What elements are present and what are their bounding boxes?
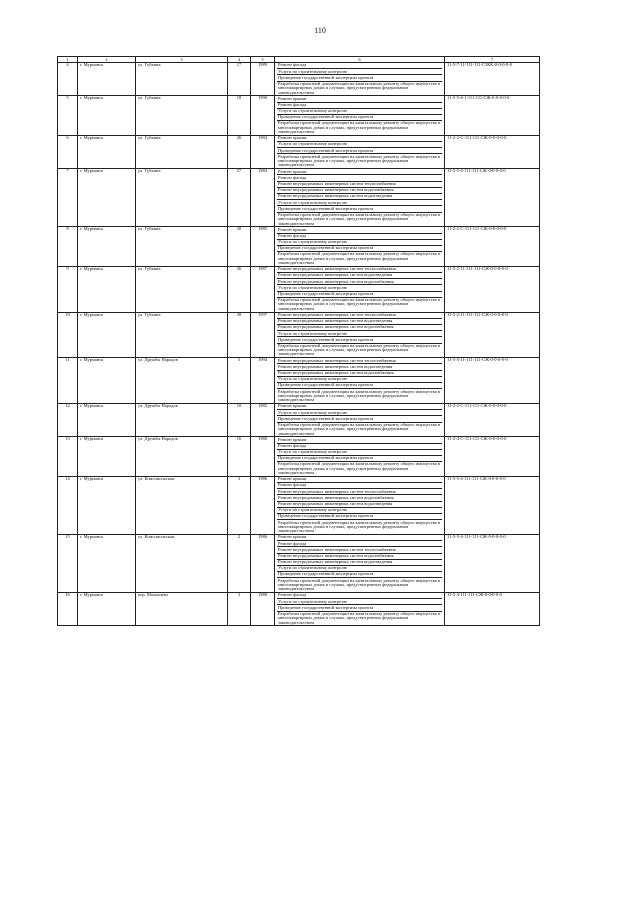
work-item: Разработка проектной документации на капитальному ремонту общего имущества в многоквартирных домах в случаях, предусмотренных федеральным законодательством xyxy=(278,577,440,592)
work-item: Услуги по строительному контролю xyxy=(277,599,442,605)
house-number-cell: 3 xyxy=(228,476,251,534)
street-cell: ул. Губкина xyxy=(136,266,228,312)
row-number: 8 xyxy=(58,227,78,267)
table-row xyxy=(58,227,540,267)
work-item: Разработка проектной документации на капитальному ремонту общего имущества в многоквартирных домах в случаях, предусмотренных федеральным законодательством xyxy=(278,611,440,625)
work-item: Услуги по строительному контролю xyxy=(277,240,442,246)
work-item: Разработка проектной документации на капитальному ремонту общего имущества в многоквартирных домах в случаях, предусмотренных федеральным законодательством xyxy=(278,120,440,135)
work-item: Проведение государственной экспертизы проекта xyxy=(277,292,442,298)
work-item: Разработка проектной документации на капитальному ремонту общего имущества в многоквартирных домах в случаях, предусмотренных федеральным законодательством xyxy=(278,251,440,266)
code-cell: 11-5-4-111-111-СЖ-0-0-0-0-0 xyxy=(445,593,540,626)
work-item: Ремонт крыши xyxy=(277,535,442,541)
column-header-3: 3 xyxy=(136,57,228,63)
work-item: Ремонт внутридомовых инженерных систем водоснабжения xyxy=(277,554,442,560)
column-header-2: 2 xyxy=(78,57,136,63)
house-number-cell: 17 xyxy=(228,63,251,96)
table-row xyxy=(58,534,540,592)
code-cell: 11-5-5-11-111-111-СЖ-0-0-0-0-0 xyxy=(445,358,540,404)
row-number: 16 xyxy=(58,593,78,626)
row-number: 12 xyxy=(58,404,78,437)
work-item: Ремонт внутридомовых инженерных систем теплоснабжения xyxy=(277,313,442,319)
code-cell: 11-5-2-11-111-111-СЖ-0-0-0-0-0 xyxy=(445,312,540,358)
work-item: Проведение государственной экспертизы проекта xyxy=(277,148,442,154)
city-cell: г. Мурманск xyxy=(78,437,136,477)
code-cell: 11-5-5-4-111-111-СЖ-0-0-0-0-0 xyxy=(445,169,540,227)
work-item: Разработка проектной документации на капитальному ремонту общего имущества в многоквартирных домах в случаях, предусмотренных федеральным законодательством xyxy=(278,153,440,168)
work-item: Ремонт фасада xyxy=(277,541,442,547)
city-cell: г. Мурманск xyxy=(78,476,136,534)
work-item: Услуги по строительному контролю xyxy=(277,331,442,337)
work-item: Услуги по строительному контролю xyxy=(277,109,442,115)
work-item: Ремонт внутридомовых инженерных систем водоотведения xyxy=(277,319,442,325)
year-cell: 1985 xyxy=(251,227,275,267)
works-cell xyxy=(275,358,445,404)
work-item: Ремонт фасада xyxy=(277,63,442,69)
column-header-5: 5 xyxy=(251,57,275,63)
city-cell: г. Мурманск xyxy=(78,534,136,592)
work-item: Проведение государственной экспертизы проекта xyxy=(277,514,442,520)
city-cell: г. Мурманск xyxy=(78,404,136,437)
city-cell: г. Мурманск xyxy=(78,63,136,96)
work-item: Ремонт фасада xyxy=(277,103,442,109)
house-number-cell: 3 xyxy=(228,593,251,626)
house-number-cell: 2 xyxy=(228,534,251,592)
code-cell: 11-5-5-4-1-111-111-СЖ-0-0-0-0-0 xyxy=(445,96,540,136)
code-cell: 11-5-5-4-111-111-СЖ-0-0-0-0-0 xyxy=(445,534,540,592)
work-item: Проведение государственной экспертизы проекта xyxy=(277,206,442,212)
row-number: 10 xyxy=(58,312,78,358)
works-cell xyxy=(275,266,445,312)
table-row xyxy=(58,169,540,227)
work-item: Услуги по строительному контролю xyxy=(277,410,442,416)
row-number: 4 xyxy=(58,63,78,96)
year-cell: 1986 xyxy=(251,534,275,592)
work-item: Ремонт внутридомовых инженерных систем водоотведения xyxy=(277,194,442,200)
city-cell: г. Мурманск xyxy=(78,227,136,267)
column-header-6: 6 xyxy=(275,57,445,63)
work-item: Ремонт крыши xyxy=(277,404,442,410)
work-item: Ремонт внутридомовых инженерных систем водоснабжения xyxy=(277,325,442,331)
house-number-cell: 26 xyxy=(228,135,251,168)
table-row xyxy=(58,266,540,312)
code-cell: 11-2-2-С-111-111-СЖ-0-0-0-0-0 xyxy=(445,135,540,168)
work-item: Ремонт крыши xyxy=(277,169,442,175)
work-item: Ремонт крыши xyxy=(277,477,442,483)
work-item: Ремонт фасада xyxy=(277,175,442,181)
code-cell: 11-5-5-4-111-111-СЖ-0-0-0-0-0 xyxy=(445,476,540,534)
work-item: Ремонт внутридомовых инженерных систем теплоснабжения xyxy=(277,267,442,273)
house-number-cell: 5 xyxy=(228,358,251,404)
street-cell: ул. Комсомольская xyxy=(136,476,228,534)
work-item: Услуги по строительному контролю xyxy=(277,285,442,291)
code-cell: 11-5-2-11-111-111-СЖ-0-0-0-0-0 xyxy=(445,266,540,312)
work-item: Услуги по строительному контролю xyxy=(277,566,442,572)
table-row xyxy=(58,437,540,477)
work-item: Ремонт внутридомовых инженерных систем водоотведения xyxy=(277,560,442,566)
code-cell: 11-5-7-11-111-111-С3КК-0-0-0-0-0 xyxy=(445,63,540,96)
work-item: Ремонт внутридомовых инженерных систем водоснабжения xyxy=(277,188,442,194)
work-item: Ремонт внутридомовых инженерных систем водоотведения xyxy=(277,273,442,279)
city-cell: г. Мурманск xyxy=(78,169,136,227)
street-cell: ул. Губкина xyxy=(136,312,228,358)
house-number-cell: 27 xyxy=(228,169,251,227)
works-cell xyxy=(275,96,445,136)
work-item: Проведение государственной экспертизы проекта xyxy=(277,456,442,462)
street-cell: ул. Дружбы Народов xyxy=(136,437,228,477)
work-item: Разработка проектной документации на капитальному ремонту общего имущества в многоквартирных домах в случаях, предусмотренных федеральным законодательством xyxy=(278,421,440,436)
column-header-7: 7 xyxy=(445,57,540,63)
year-cell: 1985 xyxy=(251,404,275,437)
work-item: Разработка проектной документации на капитальному ремонту общего имущества в многоквартирных домах в случаях, предусмотренных федеральным законодательством xyxy=(278,297,440,311)
year-cell: 1997 xyxy=(251,312,275,358)
street-cell: ул. Губкина xyxy=(136,227,228,267)
street-cell: ул. Губкина xyxy=(136,169,228,227)
work-item: Ремонт внутридомовых инженерных систем теплоснабжения xyxy=(277,182,442,188)
house-number-cell: 10 xyxy=(228,404,251,437)
work-item: Ремонт фасада xyxy=(277,593,442,599)
house-number-cell: 38 xyxy=(228,312,251,358)
street-cell: пер. Малышева xyxy=(136,593,228,626)
row-number: 13 xyxy=(58,437,78,477)
work-item: Ремонт внутридомовых инженерных систем водоотведения xyxy=(277,502,442,508)
works-cell xyxy=(275,476,445,534)
code-cell: 11-2-2-С-111-111-СЖ-0-0-0-0-0 xyxy=(445,404,540,437)
row-number: 15 xyxy=(58,534,78,592)
work-item: Проведение государственной экспертизы проекта xyxy=(277,246,442,252)
works-cell xyxy=(275,169,445,227)
work-item: Ремонт внутридомовых инженерных систем водоснабжения xyxy=(277,495,442,501)
street-cell: ул. Комсомольская xyxy=(136,534,228,592)
city-cell: г. Мурманск xyxy=(78,593,136,626)
row-number: 5 xyxy=(58,96,78,136)
work-item: Проведение государственной экспертизы проекта xyxy=(277,572,442,578)
work-item: Проведение государственной экспертизы проекта xyxy=(277,337,442,343)
work-item: Разработка проектной документации на капитальному ремонту общего имущества в многоквартирных домах в случаях, предусмотренных федеральным законодательством xyxy=(278,461,440,476)
house-number-cell: 36 xyxy=(228,266,251,312)
work-item: Услуги по строительному контролю xyxy=(277,508,442,514)
city-cell: г. Мурманск xyxy=(78,96,136,136)
house-number-cell: 30 xyxy=(228,227,251,267)
city-cell: г. Мурманск xyxy=(78,312,136,358)
works-cell xyxy=(275,63,445,96)
street-cell: ул. Дружбы Народов xyxy=(136,358,228,404)
work-item: Ремонт внутридомовых инженерных систем теплоснабжения xyxy=(277,489,442,495)
work-item: Ремонт крыши xyxy=(277,136,442,142)
work-item: Услуги по строительному контролю xyxy=(277,200,442,206)
table-row xyxy=(58,96,540,136)
works-register-table xyxy=(57,56,540,626)
work-item: Ремонт внутридомовых инженерных систем теплоснабжения xyxy=(277,358,442,364)
year-cell: 1994 xyxy=(251,358,275,404)
work-item: Разработка проектной документации на капитальному ремонту общего имущества в многоквартирных домах в случаях, предусмотренных федеральным законодательством xyxy=(278,211,440,226)
column-header-1: 1 xyxy=(58,57,78,63)
work-item: Разработка проектной документации на капитальному ремонту общего имущества в многоквартирных домах в случаях, предусмотренных федеральным законодательством xyxy=(278,342,440,357)
city-cell: г. Мурманск xyxy=(78,358,136,404)
street-cell: ул. Дружбы Народов xyxy=(136,404,228,437)
street-cell: ул. Губкина xyxy=(136,135,228,168)
year-cell: 1984 xyxy=(251,169,275,227)
works-cell xyxy=(275,404,445,437)
work-item: Услуги по строительному контролю xyxy=(277,142,442,148)
work-item: Разработка проектной документации на капитальному ремонту общего имущества в многоквартирных домах в случаях, предусмотренных федеральным законодательством xyxy=(278,80,440,95)
work-item: Ремонт крыши xyxy=(277,96,442,102)
work-item: Проведение государственной экспертизы проекта xyxy=(277,75,442,81)
work-item: Проведение государственной экспертизы проекта xyxy=(277,605,442,611)
works-cell xyxy=(275,135,445,168)
year-cell: 1986 xyxy=(251,476,275,534)
work-item: Ремонт внутридомовых инженерных систем водоснабжения xyxy=(277,279,442,285)
work-item: Разработка проектной документации на капитальному ремонту общего имущества в многоквартирных домах в случаях, предусмотренных федеральным законодательством xyxy=(278,388,440,403)
column-header-4: 4 xyxy=(228,57,251,63)
year-cell: 1989 xyxy=(251,63,275,96)
street-cell: ул. Губкина xyxy=(136,96,228,136)
work-item: Проведение государственной экспертизы проекта xyxy=(277,416,442,422)
table-row xyxy=(58,312,540,358)
table-row xyxy=(58,404,540,437)
work-item: Ремонт внутридомовых инженерных систем водоснабжения xyxy=(277,371,442,377)
year-cell: 1984 xyxy=(251,135,275,168)
city-cell: г. Мурманск xyxy=(78,266,136,312)
year-cell: 1988 xyxy=(251,437,275,477)
register-body xyxy=(58,63,540,626)
work-item: Ремонт фасада xyxy=(277,444,442,450)
house-number-cell: 16 xyxy=(228,437,251,477)
work-item: Ремонт крыши xyxy=(277,437,442,443)
work-item: Проведение государственной экспертизы проекта xyxy=(277,115,442,121)
works-cell xyxy=(275,312,445,358)
table-row xyxy=(58,358,540,404)
work-item: Услуги по строительному контролю xyxy=(277,377,442,383)
code-cell: 11-2-2-С-111-111-СЖ-0-0-0-0-0 xyxy=(445,227,540,267)
work-item: Ремонт внутридомовых инженерных систем водоотведения xyxy=(277,364,442,370)
code-cell: 11-2-4-С-111-111-СЖ-0-0-0-0-0 xyxy=(445,437,540,477)
work-item: Ремонт фасада xyxy=(277,483,442,489)
work-item: Услуги по строительному контролю xyxy=(277,69,442,75)
table-row xyxy=(58,476,540,534)
row-number: 11 xyxy=(58,358,78,404)
works-cell xyxy=(275,437,445,477)
work-item: Ремонт фасада xyxy=(277,234,442,240)
work-item: Услуги по строительному контролю xyxy=(277,450,442,456)
table-row xyxy=(58,135,540,168)
work-item: Ремонт внутридомовых инженерных систем теплоснабжения xyxy=(277,547,442,553)
year-cell: 1990 xyxy=(251,96,275,136)
work-item: Разработка проектной документации на капитальному ремонту общего имущества в многоквартирных домах в случаях, предусмотренных федеральным законодательством xyxy=(278,519,440,534)
works-cell xyxy=(275,534,445,592)
city-cell: г. Мурманск xyxy=(78,135,136,168)
table-row xyxy=(58,593,540,626)
work-item: Проведение государственной экспертизы проекта xyxy=(277,383,442,389)
row-number: 14 xyxy=(58,476,78,534)
works-cell xyxy=(275,593,445,626)
page-number: 110 xyxy=(314,26,326,35)
work-item: Ремонт крыши xyxy=(277,227,442,233)
year-cell: 1987 xyxy=(251,266,275,312)
row-number: 9 xyxy=(58,266,78,312)
year-cell: 1988 xyxy=(251,593,275,626)
street-cell: ул. Губкина xyxy=(136,63,228,96)
works-cell xyxy=(275,227,445,267)
table-row xyxy=(58,63,540,96)
row-number: 6 xyxy=(58,135,78,168)
row-number: 7 xyxy=(58,169,78,227)
house-number-cell: 18 xyxy=(228,96,251,136)
